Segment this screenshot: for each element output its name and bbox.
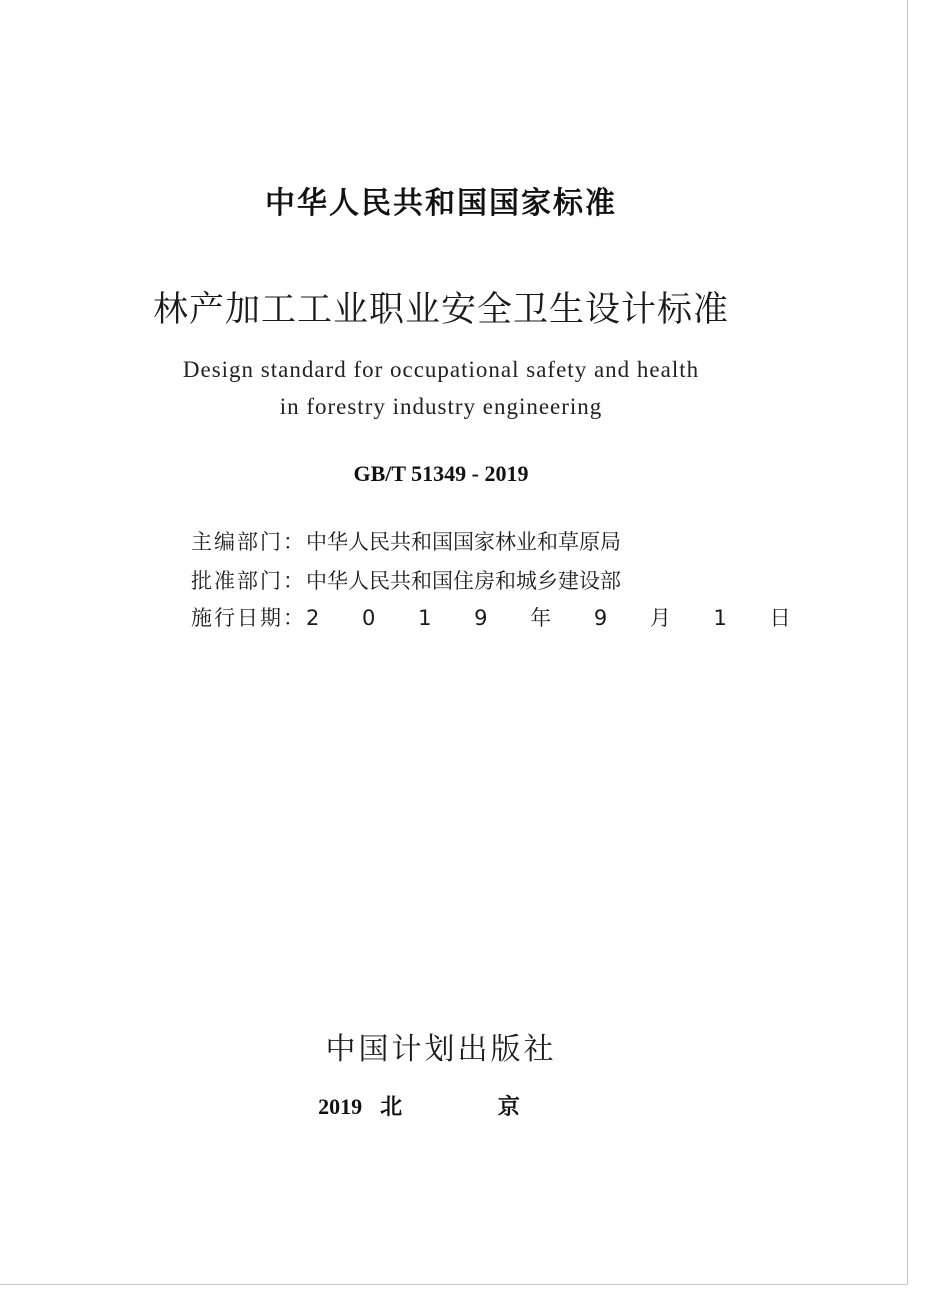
meta-value: 2 0 1 9 年 9 月 1 日: [306, 606, 807, 630]
english-title-line-1: Design standard for occupational safety and health: [182, 357, 700, 382]
chinese-title: 林产加工工业职业安全卫生设计标准: [152, 290, 729, 330]
meta-label: 施行日期：: [191, 606, 306, 630]
effective-date: [191, 602, 807, 632]
standard-code: GB/T 51349 - 2019: [353, 461, 529, 486]
meta-value: 中华人民共和国住房和城乡建设部: [306, 569, 621, 593]
meta-value: 中华人民共和国国家林业和草原局: [306, 530, 621, 554]
approval-department: [191, 565, 621, 595]
chief-editor-department: [191, 526, 621, 556]
page-edge-right: [907, 0, 908, 1284]
publication-city: 北 京: [380, 1095, 564, 1120]
meta-label: 批准部门：: [191, 569, 306, 593]
meta-label: 主编部门：: [191, 530, 306, 554]
publisher-name: 中国计划出版社: [325, 1032, 557, 1067]
english-title-line-2: in forestry industry engineering: [279, 394, 603, 419]
publication-line: [0, 1090, 882, 1121]
page-edge-bottom: [0, 1284, 908, 1285]
publication-year: 2019: [318, 1094, 363, 1119]
standard-series-heading: 中华人民共和国国家标准: [265, 186, 617, 221]
